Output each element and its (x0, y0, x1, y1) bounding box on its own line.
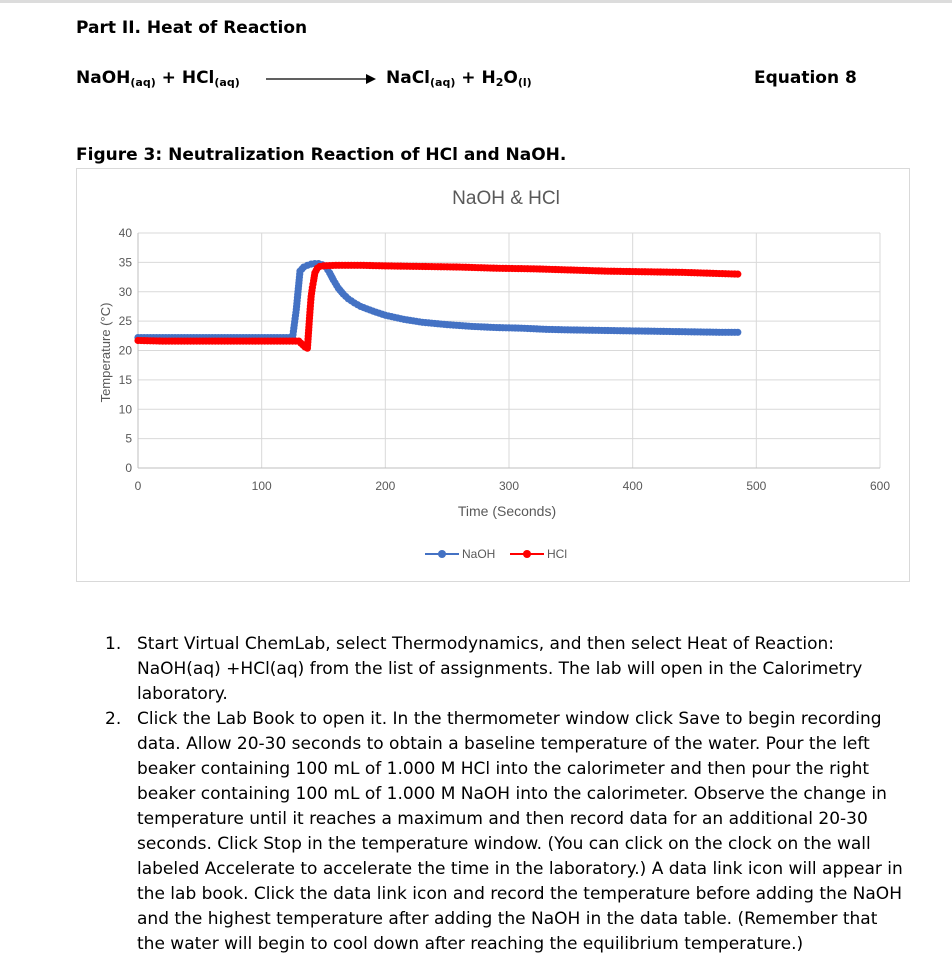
y-tick-label: 15 (118, 372, 132, 387)
equation-reactants (76, 68, 240, 89)
y-axis-label: Temperature (°C) (98, 302, 113, 403)
x-tick-label: 600 (869, 479, 891, 493)
instruction-list (105, 632, 905, 957)
data-point-hcl (734, 271, 741, 278)
equation-products (386, 68, 532, 89)
product-nacl-state: (aq) (430, 76, 456, 89)
x-tick-label: 200 (375, 479, 396, 493)
product-nacl: NaCl (386, 68, 431, 88)
plus-sign: + (155, 68, 182, 88)
legend-marker-hcl (523, 550, 531, 558)
chemical-equation (76, 68, 856, 94)
instruction-number: 2. (105, 709, 122, 729)
instruction-item (105, 632, 905, 707)
y-tick-label: 0 (125, 461, 132, 475)
data-point-naoh (734, 329, 741, 336)
chart-title: NaOH & HCl (452, 188, 560, 209)
x-tick-label: 300 (498, 479, 520, 493)
reactant-naoh-state: (aq) (130, 76, 156, 89)
y-tick-label: 40 (118, 226, 132, 240)
x-tick-label: 500 (746, 479, 767, 493)
equation-label: Equation 8 (754, 68, 857, 88)
reactant-hcl-state: (aq) (214, 76, 240, 89)
reaction-arrow-icon (266, 68, 376, 90)
x-axis-label: Time (Seconds) (457, 503, 557, 519)
legend-label-naoh: NaOH (462, 547, 496, 561)
section-title: Part II. Heat of Reaction (76, 18, 308, 38)
chart-container (76, 168, 910, 582)
plus-sign-2: + (455, 68, 482, 88)
legend-marker-naoh (438, 550, 446, 558)
x-tick-label: 400 (622, 479, 643, 493)
y-tick-label: 5 (125, 431, 132, 446)
x-tick-label: 0 (134, 479, 142, 493)
temperature-chart (77, 169, 909, 581)
instruction-number: 1. (105, 634, 122, 654)
instruction-item (105, 707, 905, 957)
y-tick-label: 10 (118, 402, 132, 417)
legend-label-hcl: HCl (547, 547, 567, 561)
top-border (0, 0, 952, 3)
reactant-hcl: HCl (181, 68, 215, 88)
instruction-text: Click the Lab Book to open it. In the thermometer window click Save to begin recording data. Allow 20-30 seconds to obtain a baseline temperature of the water. Pour the left beaker containing 100 mL of 1.000 M HCl into the calorimeter and then pour the right beaker containing 100 mL of 1.000 M NaOH into the calorimeter. Observe the change in temperature until it reaches a maximum and then record data for an additional 20-30 seconds. Click Stop in the temperature window. (You can click on the clock on the wall labeled Accelerate to accelerate the time in the laboratory.) A data link icon will appear in the lab book. Click the data link icon and record the temperature before adding the NaOH and the highest temperature after adding the NaOH in the data table. (Remember that the water will begin to cool down after reaching the equilibrium temperature.) (137, 709, 903, 954)
instruction-text: Start Virtual ChemLab, select Thermodynamics, and then select Heat of Reaction: NaOH(aq) +HCl(aq) from the list of assignments. The lab will open in the Calorimetry laboratory. (137, 634, 863, 704)
reactant-naoh: NaOH (76, 68, 131, 88)
y-tick-label: 30 (118, 284, 132, 299)
product-water-o: O (503, 68, 518, 88)
x-tick-label: 100 (251, 479, 272, 493)
y-tick-label: 20 (118, 343, 132, 358)
product-water-h: H (481, 68, 496, 88)
figure-caption: Figure 3: Neutralization Reaction of HCl and NaOH. (76, 145, 567, 165)
product-water-subscript: 2 (495, 76, 504, 89)
y-tick-label: 35 (118, 255, 132, 270)
product-water-state: (l) (517, 76, 532, 89)
y-tick-label: 25 (118, 314, 132, 329)
